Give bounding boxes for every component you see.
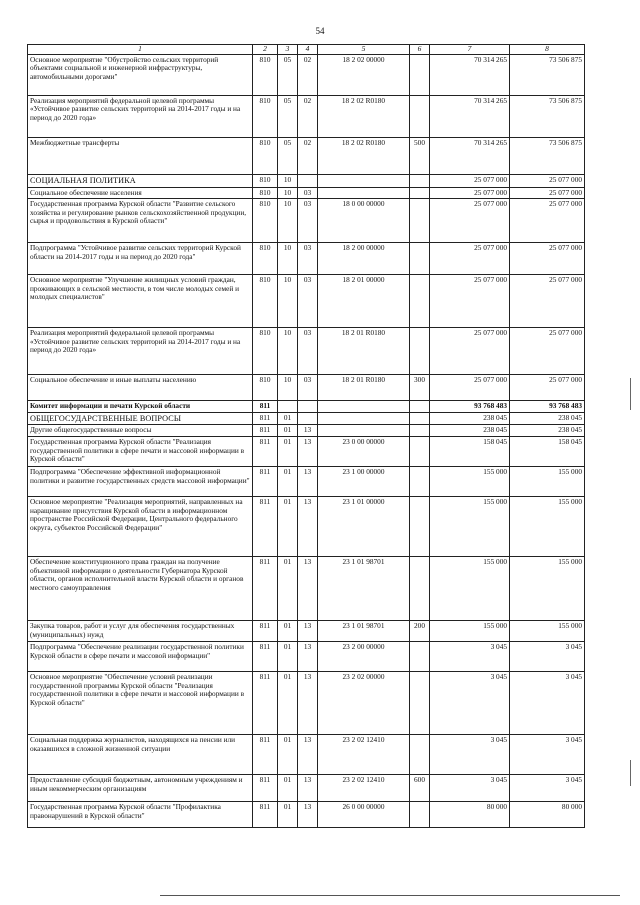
row-csr xyxy=(318,401,410,413)
row-rz: 10 xyxy=(278,199,298,243)
table-row xyxy=(28,137,585,174)
row-rz: 05 xyxy=(278,54,298,95)
row-rz: 01 xyxy=(278,775,298,802)
row-sum-1: 25 077 000 xyxy=(430,187,510,199)
row-sum-1: 25 077 000 xyxy=(430,375,510,401)
row-pr xyxy=(298,412,318,425)
row-vr: 500 xyxy=(410,137,430,174)
row-gr: 811 xyxy=(253,401,278,413)
row-sum-2: 73 506 875 xyxy=(510,95,585,137)
row-pr: 13 xyxy=(298,735,318,775)
row-gr: 811 xyxy=(253,467,278,497)
row-name: СОЦИАЛЬНАЯ ПОЛИТИКА xyxy=(28,174,253,187)
header-cell: 3 xyxy=(278,45,298,55)
row-name: Основное мероприятие "Обустройство сельских территорий объектами социальной и инженерной инфраструктуры, автомобильными дорогами" xyxy=(28,54,253,95)
row-sum-2: 73 506 875 xyxy=(510,137,585,174)
row-gr: 811 xyxy=(253,425,278,437)
row-name: Другие общегосударственные вопросы xyxy=(28,425,253,437)
row-sum-1: 93 768 483 xyxy=(430,401,510,413)
row-sum-2: 25 077 000 xyxy=(510,375,585,401)
table-row xyxy=(28,425,585,437)
row-pr: 03 xyxy=(298,243,318,275)
row-csr: 23 2 00 00000 xyxy=(318,642,410,672)
row-rz: 01 xyxy=(278,467,298,497)
row-sum-2: 3 045 xyxy=(510,775,585,802)
row-pr: 13 xyxy=(298,672,318,735)
row-sum-1: 70 314 265 xyxy=(430,95,510,137)
row-pr: 03 xyxy=(298,187,318,199)
row-sum-2: 158 045 xyxy=(510,437,585,467)
row-sum-1: 25 077 000 xyxy=(430,243,510,275)
table-row xyxy=(28,199,585,243)
row-sum-1: 3 045 xyxy=(430,672,510,735)
budget-table xyxy=(27,44,585,828)
row-rz: 10 xyxy=(278,375,298,401)
row-rz: 01 xyxy=(278,802,298,828)
row-csr: 23 2 02 12410 xyxy=(318,775,410,802)
row-csr xyxy=(318,187,410,199)
row-sum-1: 3 045 xyxy=(430,642,510,672)
row-csr: 23 2 02 00000 xyxy=(318,672,410,735)
row-csr: 18 2 02 00000 xyxy=(318,54,410,95)
row-gr: 811 xyxy=(253,557,278,621)
row-rz: 10 xyxy=(278,328,298,375)
row-vr xyxy=(410,95,430,137)
row-gr: 810 xyxy=(253,199,278,243)
scan-edge-mark xyxy=(630,378,631,410)
row-csr: 23 0 00 00000 xyxy=(318,437,410,467)
row-csr: 23 1 01 00000 xyxy=(318,497,410,557)
row-sum-1: 155 000 xyxy=(430,557,510,621)
row-sum-2: 155 000 xyxy=(510,467,585,497)
row-sum-2: 238 045 xyxy=(510,412,585,425)
table-row xyxy=(28,275,585,328)
table-row xyxy=(28,174,585,187)
row-rz: 05 xyxy=(278,95,298,137)
row-pr: 03 xyxy=(298,375,318,401)
row-name: Основное мероприятие "Улучшение жилищных условий граждан, проживающих в сельской местности, в том числе молодых семей и молодых специалистов" xyxy=(28,275,253,328)
row-sum-2: 25 077 000 xyxy=(510,243,585,275)
row-rz: 10 xyxy=(278,187,298,199)
row-pr: 02 xyxy=(298,95,318,137)
table-row xyxy=(28,802,585,828)
row-sum-2: 25 077 000 xyxy=(510,174,585,187)
row-csr: 23 1 00 00000 xyxy=(318,467,410,497)
table-row xyxy=(28,328,585,375)
row-sum-1: 155 000 xyxy=(430,497,510,557)
table-row xyxy=(28,557,585,621)
row-name: Основное мероприятие "Реализация мероприятий, направленных на наращивание присутствия Курской области в информационном пространстве Российской Федерации, Центрального федерального округа, субъектов Российской Федерации" xyxy=(28,497,253,557)
row-pr: 02 xyxy=(298,137,318,174)
scan-bottom-line xyxy=(160,895,620,896)
row-name: Предоставление субсидий бюджетным, автономным учреждениям и иным некоммерческим организациям xyxy=(28,775,253,802)
row-pr: 13 xyxy=(298,557,318,621)
row-csr: 23 1 01 98701 xyxy=(318,621,410,642)
row-gr: 811 xyxy=(253,497,278,557)
row-vr xyxy=(410,802,430,828)
row-rz: 10 xyxy=(278,174,298,187)
row-csr: 18 2 02 R0180 xyxy=(318,95,410,137)
row-rz: 01 xyxy=(278,437,298,467)
row-rz: 01 xyxy=(278,735,298,775)
row-gr: 810 xyxy=(253,375,278,401)
row-sum-2: 93 768 483 xyxy=(510,401,585,413)
table-row xyxy=(28,497,585,557)
row-gr: 811 xyxy=(253,775,278,802)
row-vr xyxy=(410,642,430,672)
row-vr xyxy=(410,735,430,775)
row-vr xyxy=(410,275,430,328)
row-rz: 10 xyxy=(278,243,298,275)
row-rz: 10 xyxy=(278,275,298,328)
row-sum-1: 25 077 000 xyxy=(430,174,510,187)
row-sum-1: 155 000 xyxy=(430,621,510,642)
table-row xyxy=(28,375,585,401)
row-sum-1: 3 045 xyxy=(430,735,510,775)
row-rz: 01 xyxy=(278,642,298,672)
row-vr xyxy=(410,437,430,467)
row-gr: 810 xyxy=(253,174,278,187)
row-sum-2: 155 000 xyxy=(510,557,585,621)
row-csr: 18 0 00 00000 xyxy=(318,199,410,243)
row-sum-2: 25 077 000 xyxy=(510,328,585,375)
row-rz: 01 xyxy=(278,425,298,437)
row-sum-2: 25 077 000 xyxy=(510,187,585,199)
row-csr xyxy=(318,425,410,437)
row-csr: 18 2 01 R0180 xyxy=(318,375,410,401)
row-vr xyxy=(410,54,430,95)
table-row xyxy=(28,412,585,425)
table-row xyxy=(28,642,585,672)
row-pr: 13 xyxy=(298,437,318,467)
row-sum-2: 25 077 000 xyxy=(510,275,585,328)
row-csr: 18 2 02 R0180 xyxy=(318,137,410,174)
row-pr: 13 xyxy=(298,802,318,828)
table-row xyxy=(28,54,585,95)
row-name: Подпрограмма "Устойчивое развитие сельских территорий Курской области на 2014-2017 годы и на период до 2020 года" xyxy=(28,243,253,275)
row-vr xyxy=(410,425,430,437)
row-sum-1: 70 314 265 xyxy=(430,137,510,174)
table-row xyxy=(28,401,585,413)
scan-edge-mark xyxy=(630,760,631,786)
row-sum-1: 238 045 xyxy=(430,412,510,425)
row-gr: 811 xyxy=(253,642,278,672)
row-name: Социальное обеспечение и иные выплаты населению xyxy=(28,375,253,401)
row-name: Социальная поддержка журналистов, находящихся на пенсии или оказавшихся в сложной жизненной ситуации xyxy=(28,735,253,775)
table-row xyxy=(28,437,585,467)
row-sum-2: 80 000 xyxy=(510,802,585,828)
row-sum-1: 25 077 000 xyxy=(430,328,510,375)
table-row xyxy=(28,243,585,275)
row-pr: 13 xyxy=(298,775,318,802)
row-csr xyxy=(318,174,410,187)
row-pr: 02 xyxy=(298,54,318,95)
table-row xyxy=(28,735,585,775)
row-name: Государственная программа Курской области "Профилактика правонарушений в Курской области" xyxy=(28,802,253,828)
row-rz: 05 xyxy=(278,137,298,174)
row-name: Комитет информации и печати Курской области xyxy=(28,401,253,413)
row-name: Обеспечение конституционного права граждан на получение объективной информации о деятельности Губернатора Курской области, органов исполнительной власти Курской области и органов местного самоуправления xyxy=(28,557,253,621)
row-vr: 200 xyxy=(410,621,430,642)
row-gr: 810 xyxy=(253,54,278,95)
row-sum-1: 25 077 000 xyxy=(430,275,510,328)
row-vr xyxy=(410,557,430,621)
row-gr: 810 xyxy=(253,95,278,137)
row-csr: 26 0 00 00000 xyxy=(318,802,410,828)
row-name: Социальное обеспечение населения xyxy=(28,187,253,199)
header-cell: 5 xyxy=(318,45,410,55)
row-csr: 23 2 02 12410 xyxy=(318,735,410,775)
row-sum-1: 158 045 xyxy=(430,437,510,467)
row-rz xyxy=(278,401,298,413)
row-pr: 03 xyxy=(298,199,318,243)
header-cell: 2 xyxy=(253,45,278,55)
table-row xyxy=(28,621,585,642)
row-vr: 300 xyxy=(410,375,430,401)
row-sum-2: 155 000 xyxy=(510,497,585,557)
row-name: Подпрограмма "Обеспечение реализации государственной политики Курской области в сфере печати и массовой информации" xyxy=(28,642,253,672)
row-vr xyxy=(410,187,430,199)
row-sum-2: 238 045 xyxy=(510,425,585,437)
row-pr xyxy=(298,401,318,413)
row-sum-1: 3 045 xyxy=(430,775,510,802)
row-name: Основное мероприятие "Обеспечение условий реализации государственной программы Курской области "Реализация государственной политики в сфере печати и массовой информации в Курской области" xyxy=(28,672,253,735)
row-vr xyxy=(410,174,430,187)
header-cell: 4 xyxy=(298,45,318,55)
header-cell: 1 xyxy=(28,45,253,55)
row-csr: 18 2 01 R0180 xyxy=(318,328,410,375)
row-vr xyxy=(410,243,430,275)
row-sum-1: 80 000 xyxy=(430,802,510,828)
row-name: Закупка товаров, работ и услуг для обеспечения государственных (муниципальных) нужд xyxy=(28,621,253,642)
row-name: Реализация мероприятий федеральной целевой программы «Устойчивое развитие сельских территорий на 2014-2017 годы и на период до 2020 года» xyxy=(28,95,253,137)
row-gr: 811 xyxy=(253,802,278,828)
table-row xyxy=(28,187,585,199)
row-csr: 18 2 00 00000 xyxy=(318,243,410,275)
table-row xyxy=(28,672,585,735)
row-rz: 01 xyxy=(278,557,298,621)
row-pr: 13 xyxy=(298,621,318,642)
header-row xyxy=(28,45,585,55)
row-name: Государственная программа Курской области "Реализация государственной политики в сфере печати и массовой информации в Курской области" xyxy=(28,437,253,467)
row-name: Подпрограмма "Обеспечение эффективной информационной политики и развитие государственных средств массовой информации" xyxy=(28,467,253,497)
row-pr: 13 xyxy=(298,425,318,437)
row-pr: 13 xyxy=(298,497,318,557)
row-gr: 810 xyxy=(253,243,278,275)
row-csr: 18 2 01 00000 xyxy=(318,275,410,328)
table-row xyxy=(28,95,585,137)
row-sum-2: 25 077 000 xyxy=(510,199,585,243)
row-gr: 810 xyxy=(253,328,278,375)
row-vr xyxy=(410,467,430,497)
row-vr xyxy=(410,328,430,375)
row-name: Реализация мероприятий федеральной целевой программы «Устойчивое развитие сельских территорий на 2014-2017 годы и на период до 2020 года» xyxy=(28,328,253,375)
row-pr: 13 xyxy=(298,642,318,672)
row-gr: 811 xyxy=(253,412,278,425)
row-gr: 810 xyxy=(253,137,278,174)
row-sum-2: 155 000 xyxy=(510,621,585,642)
table-row xyxy=(28,775,585,802)
row-vr xyxy=(410,412,430,425)
row-rz: 01 xyxy=(278,621,298,642)
row-sum-1: 155 000 xyxy=(430,467,510,497)
row-gr: 811 xyxy=(253,735,278,775)
row-sum-1: 238 045 xyxy=(430,425,510,437)
header-cell: 8 xyxy=(510,45,585,55)
row-name: Межбюджетные трансферты xyxy=(28,137,253,174)
row-pr: 03 xyxy=(298,275,318,328)
row-sum-2: 3 045 xyxy=(510,672,585,735)
row-csr: 23 1 01 98701 xyxy=(318,557,410,621)
row-pr: 03 xyxy=(298,328,318,375)
row-vr: 600 xyxy=(410,775,430,802)
row-vr xyxy=(410,199,430,243)
row-rz: 01 xyxy=(278,672,298,735)
row-sum-1: 70 314 265 xyxy=(430,54,510,95)
row-gr: 810 xyxy=(253,187,278,199)
row-name: Государственная программа Курской области "Развитие сельского хозяйства и регулирование рынков сельскохозяйственной продукции, сырья и продовольствия в Курской области" xyxy=(28,199,253,243)
page-number: 54 xyxy=(315,26,325,36)
row-sum-2: 3 045 xyxy=(510,735,585,775)
row-rz: 01 xyxy=(278,497,298,557)
table-row xyxy=(28,467,585,497)
row-pr xyxy=(298,174,318,187)
row-vr xyxy=(410,497,430,557)
row-csr xyxy=(318,412,410,425)
row-gr: 811 xyxy=(253,437,278,467)
header-cell: 7 xyxy=(430,45,510,55)
row-vr xyxy=(410,672,430,735)
row-pr: 13 xyxy=(298,467,318,497)
row-gr: 811 xyxy=(253,621,278,642)
header-cell: 6 xyxy=(410,45,430,55)
row-sum-2: 73 506 875 xyxy=(510,54,585,95)
row-rz: 01 xyxy=(278,412,298,425)
row-sum-2: 3 045 xyxy=(510,642,585,672)
row-gr: 811 xyxy=(253,672,278,735)
row-sum-1: 25 077 000 xyxy=(430,199,510,243)
row-gr: 810 xyxy=(253,275,278,328)
row-vr xyxy=(410,401,430,413)
row-name: ОБЩЕГОСУДАРСТВЕННЫЕ ВОПРОСЫ xyxy=(28,412,253,425)
